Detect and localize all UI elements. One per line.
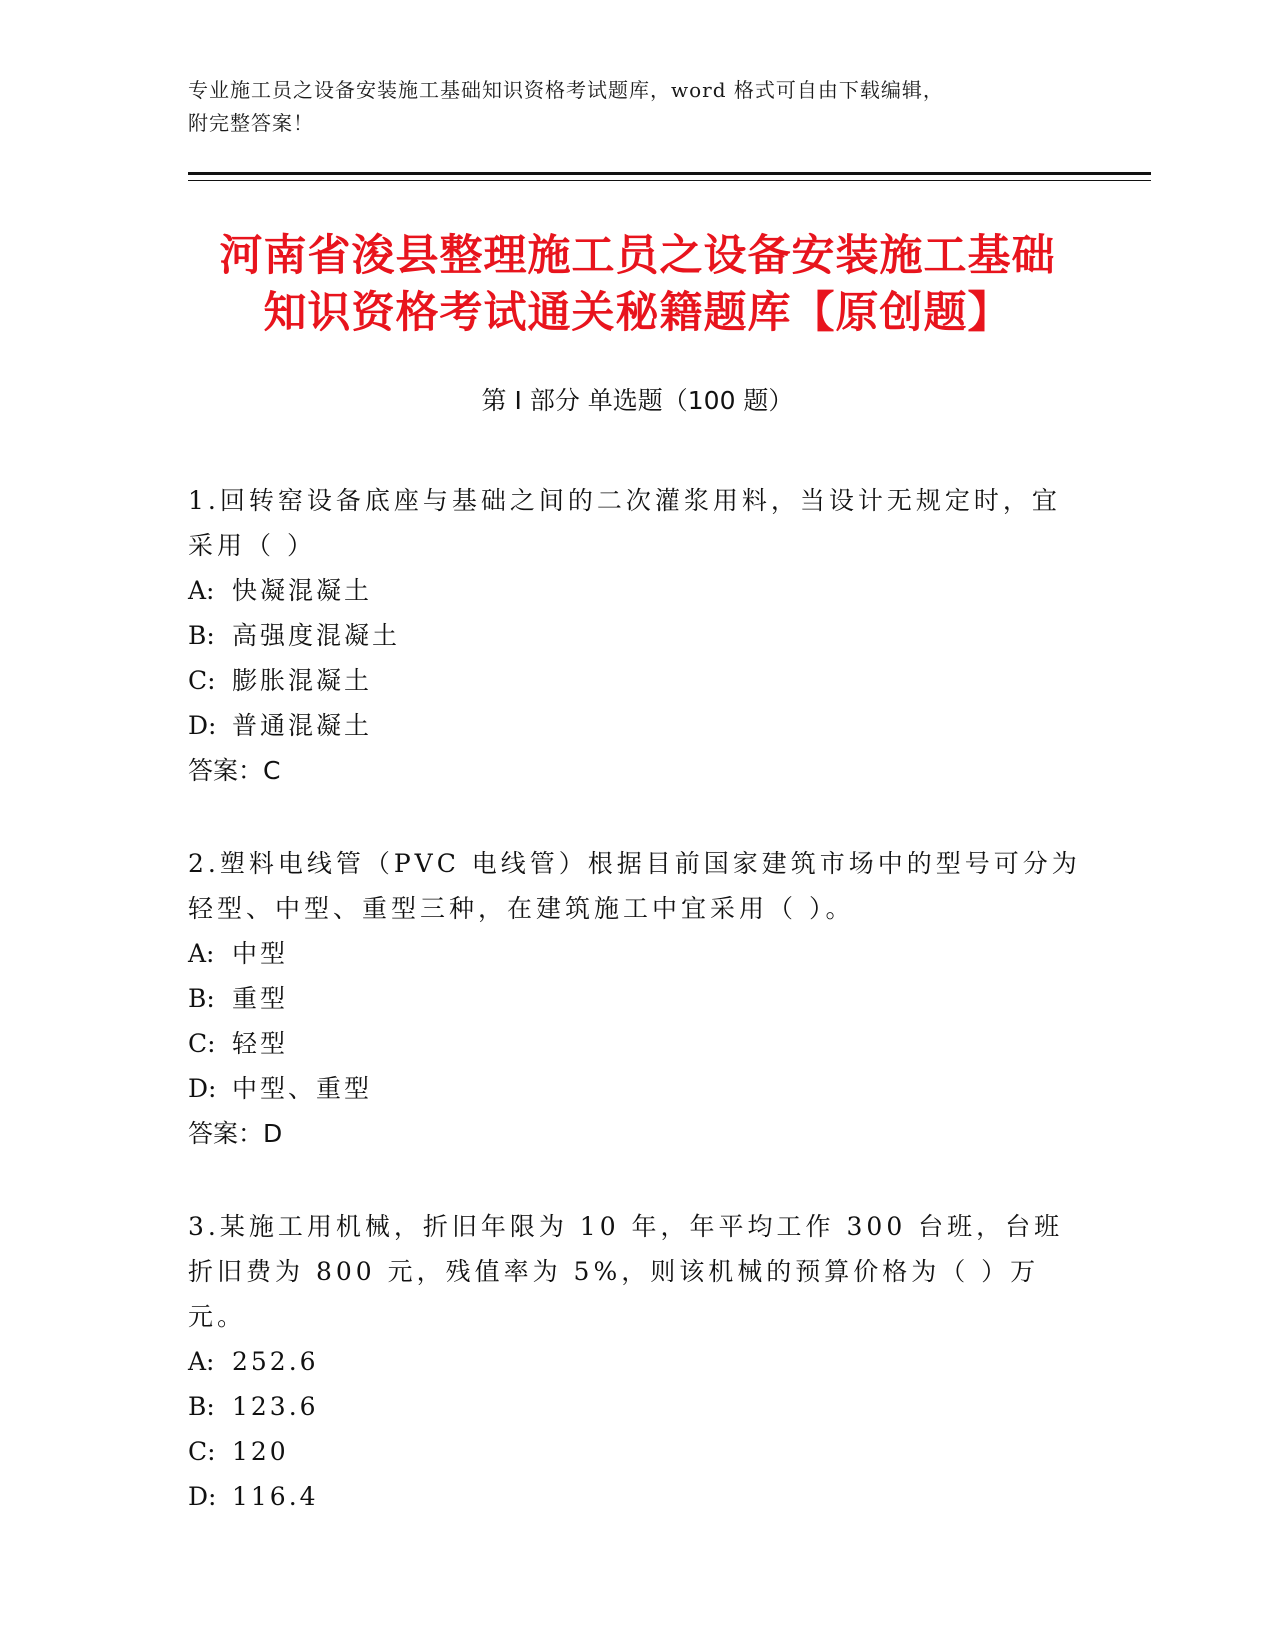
question-1 xyxy=(188,478,1088,793)
option-letter: A: xyxy=(188,939,215,968)
document-title xyxy=(150,228,1125,342)
option-text: 重型 xyxy=(232,984,289,1013)
option-text: 轻型 xyxy=(232,1029,289,1058)
option-d xyxy=(188,1066,1088,1111)
option-d xyxy=(188,703,1088,748)
option-letter: A: xyxy=(188,576,215,605)
option-text: 中型、重型 xyxy=(232,1074,373,1103)
answer: 答案：D xyxy=(188,1119,283,1148)
option-text: 252.6 xyxy=(232,1347,319,1376)
option-letter: C: xyxy=(188,1437,216,1466)
option-letter: B: xyxy=(188,984,215,1013)
option-text: 中型 xyxy=(232,939,289,968)
option-letter: C: xyxy=(188,666,216,695)
option-letter: A: xyxy=(188,1347,215,1376)
option-letter: B: xyxy=(188,1392,215,1421)
option-letter: D: xyxy=(188,1074,217,1103)
option-b xyxy=(188,976,1088,1021)
header-divider-thin xyxy=(188,180,1151,181)
option-text: 123.6 xyxy=(232,1392,319,1421)
option-a xyxy=(188,1339,1088,1384)
option-text: 116.4 xyxy=(232,1482,319,1511)
document-title-line-2: 知识资格考试通关秘籍题库【原创题】 xyxy=(263,288,1012,338)
document-title-line-1: 河南省浚县整理施工员之设备安装施工基础 xyxy=(219,231,1056,281)
option-c xyxy=(188,1429,1088,1474)
header-note-line-1: 专业施工员之设备安装施工基础知识资格考试题库，word 格式可自由下载编辑， xyxy=(188,78,944,102)
option-d xyxy=(188,1474,1088,1519)
question-list xyxy=(188,478,1088,1567)
option-c xyxy=(188,1021,1088,1066)
question-3 xyxy=(188,1204,1088,1519)
option-letter: D: xyxy=(188,711,217,740)
option-text: 120 xyxy=(232,1437,289,1466)
answer: 答案：C xyxy=(188,756,281,785)
option-c xyxy=(188,658,1088,703)
question-stem: 1.回转窑设备底座与基础之间的二次灌浆用料，当设计无规定时，宜采用（ ） xyxy=(188,486,1061,560)
option-text: 普通混凝土 xyxy=(232,711,373,740)
option-b xyxy=(188,1384,1088,1429)
option-a xyxy=(188,931,1088,976)
header-note xyxy=(188,74,1088,140)
option-letter: B: xyxy=(188,621,215,650)
header-divider-thick xyxy=(188,172,1151,175)
option-text: 高强度混凝土 xyxy=(232,621,401,650)
option-text: 快凝混凝土 xyxy=(232,576,373,605)
option-text: 膨胀混凝土 xyxy=(232,666,373,695)
option-a xyxy=(188,568,1088,613)
question-stem: 2.塑料电线管（PVC 电线管）根据目前国家建筑市场中的型号可分为轻型、中型、重型三种，在建筑施工中宜采用（ ）。 xyxy=(188,849,1081,923)
question-stem: 3.某施工用机械，折旧年限为 10 年，年平均工作 300 台班，台班折旧费为 800 元，残值率为 5%，则该机械的预算价格为（ ）万元。 xyxy=(188,1212,1064,1331)
option-b xyxy=(188,613,1088,658)
option-letter: C: xyxy=(188,1029,216,1058)
section-heading: 第 I 部分 单选题（100 题） xyxy=(481,386,794,415)
header-note-line-2: 附完整答案！ xyxy=(188,111,314,135)
question-2 xyxy=(188,841,1088,1156)
option-letter: D: xyxy=(188,1482,217,1511)
